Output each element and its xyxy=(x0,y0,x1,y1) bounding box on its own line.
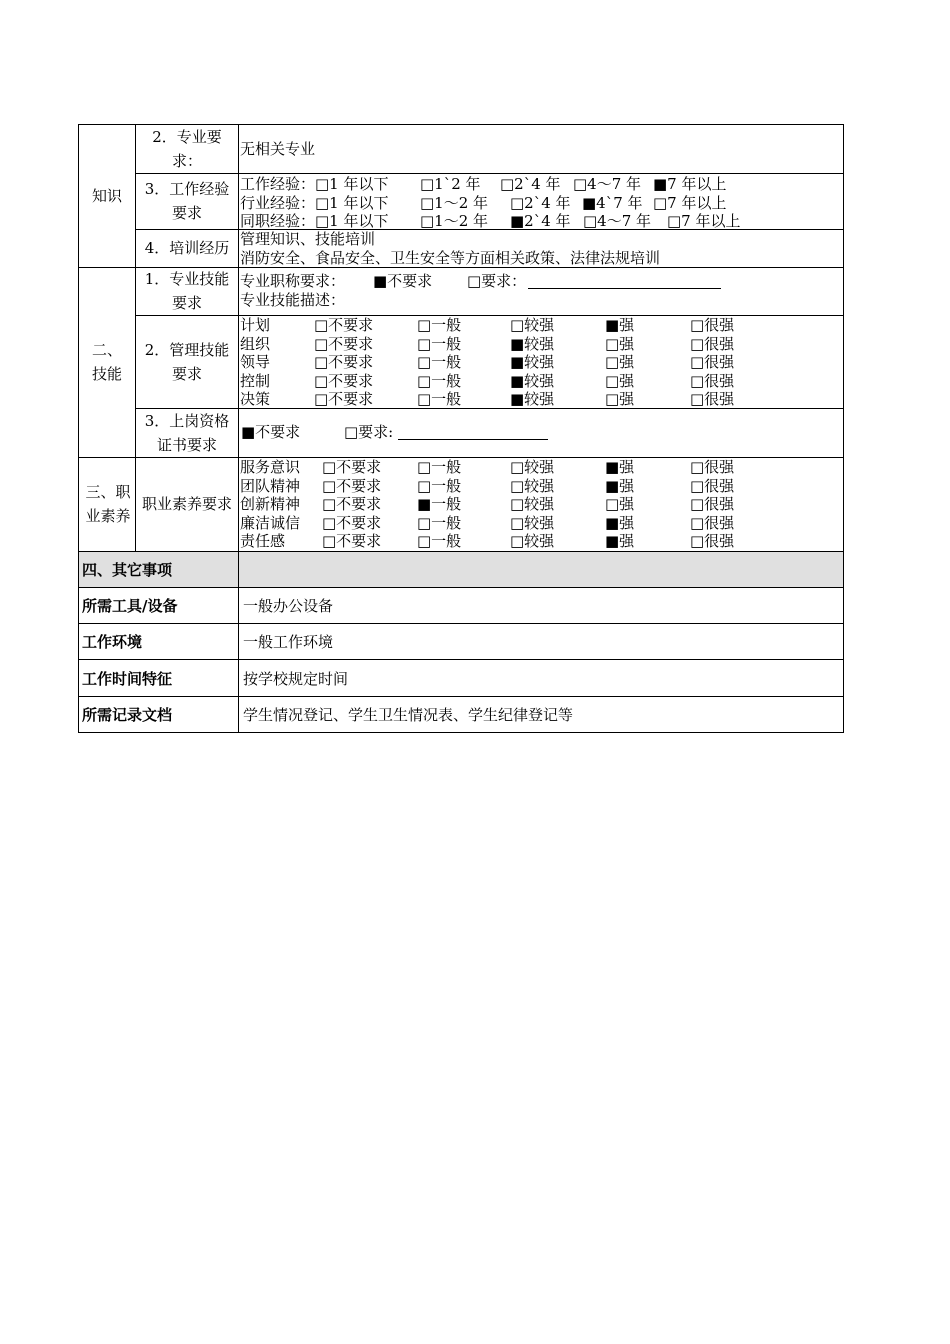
other-row-value: 学生情况登记、学生卫生情况表、学生纪律登记等 xyxy=(243,706,574,724)
other-row-label: 所需工具/设备 xyxy=(82,597,178,615)
other-row-value: 按学校规定时间 xyxy=(243,670,349,688)
literacy-row: 廉洁诚信 □不要求 □一般 □较强 ■强 □很强 xyxy=(240,513,735,532)
professional-skill-content xyxy=(240,272,840,309)
certificate-row: ■不要求 □要求: xyxy=(241,423,841,442)
literacy-row: 服务意识 □不要求 □一般 □较强 ■强 □很强 xyxy=(240,458,735,476)
literacy-row: 团队精神 □不要求 □一般 □较强 ■强 □很强 xyxy=(240,476,735,495)
literacy-requirement-label: 职业素养要求 xyxy=(141,495,232,513)
literacy-options xyxy=(240,458,840,551)
management-skill-label: 2．管理技能要求 xyxy=(144,340,230,383)
other-row-value: 一般办公设备 xyxy=(243,597,334,615)
answer-blank xyxy=(528,274,721,289)
major-requirement-label: 2．专业要求： xyxy=(152,128,222,170)
literacy-category: 三、职业素养 xyxy=(85,483,131,525)
professional-skill-label: 1．专业技能要求 xyxy=(144,270,230,312)
major-requirement-value: 无相关专业 xyxy=(240,140,316,158)
management-skill-options xyxy=(240,316,840,409)
management-row: 控制 □不要求 □一般 ■较强 □强 □很强 xyxy=(240,371,735,390)
other-section-title: 四、其它事项 xyxy=(82,561,173,579)
knowledge-category: 知识 xyxy=(91,187,122,205)
training-lines xyxy=(240,230,660,267)
management-row: 组织 □不要求 □一般 ■较强 □强 □很强 xyxy=(240,334,735,353)
training-line: 管理知识、技能培训 xyxy=(240,230,376,248)
professional-title-row: 专业职称要求： ■不要求 □要求： xyxy=(240,272,840,291)
certificate-options xyxy=(241,423,841,442)
answer-blank xyxy=(398,425,548,440)
skills-category: 二、技能 xyxy=(91,341,122,383)
experience-row: 同职经验：□1 年以下 □1～2 年 ■2ˋ4 年 □4～7 年 □7 年以上 xyxy=(240,212,741,230)
experience-options xyxy=(240,175,840,231)
experience-requirement-label: 3．工作经验要求 xyxy=(144,180,230,222)
management-row: 领导 □不要求 □一般 ■较强 □强 □很强 xyxy=(240,353,735,371)
certificate-label: 3．上岗资格证书要求 xyxy=(144,411,230,454)
job-requirements-table xyxy=(78,124,844,733)
section-header-bg xyxy=(79,551,843,587)
other-row-label: 工作时间特征 xyxy=(82,670,173,688)
literacy-row: 创新精神 □不要求 ■一般 □较强 □强 □很强 xyxy=(240,495,735,513)
literacy-row: 责任感 □不要求 □一般 □较强 ■强 □很强 xyxy=(240,532,735,550)
other-row-label: 工作环境 xyxy=(82,633,143,651)
management-row: 决策 □不要求 □一般 ■较强 □强 □很强 xyxy=(240,390,735,408)
training-line: 消防安全、食品安全、卫生安全等方面相关政策、法律法规培训 xyxy=(240,248,661,267)
experience-row: 工作经验：□1 年以下 □1ˋ2 年 □2ˋ4 年 □4～7 年 ■7 年以上 xyxy=(240,175,727,193)
professional-desc-row: 专业技能描述： xyxy=(240,290,346,309)
other-row-value: 一般工作环境 xyxy=(243,633,334,651)
management-row: 计划 □不要求 □一般 □较强 ■强 □很强 xyxy=(240,316,735,334)
experience-row: 行业经验：□1 年以下 □1～2 年 □2ˋ4 年 ■4ˋ7 年 □7 年以上 xyxy=(240,193,727,212)
other-row-label: 所需记录文档 xyxy=(82,706,173,724)
training-label: 4．培训经历 xyxy=(144,239,230,257)
